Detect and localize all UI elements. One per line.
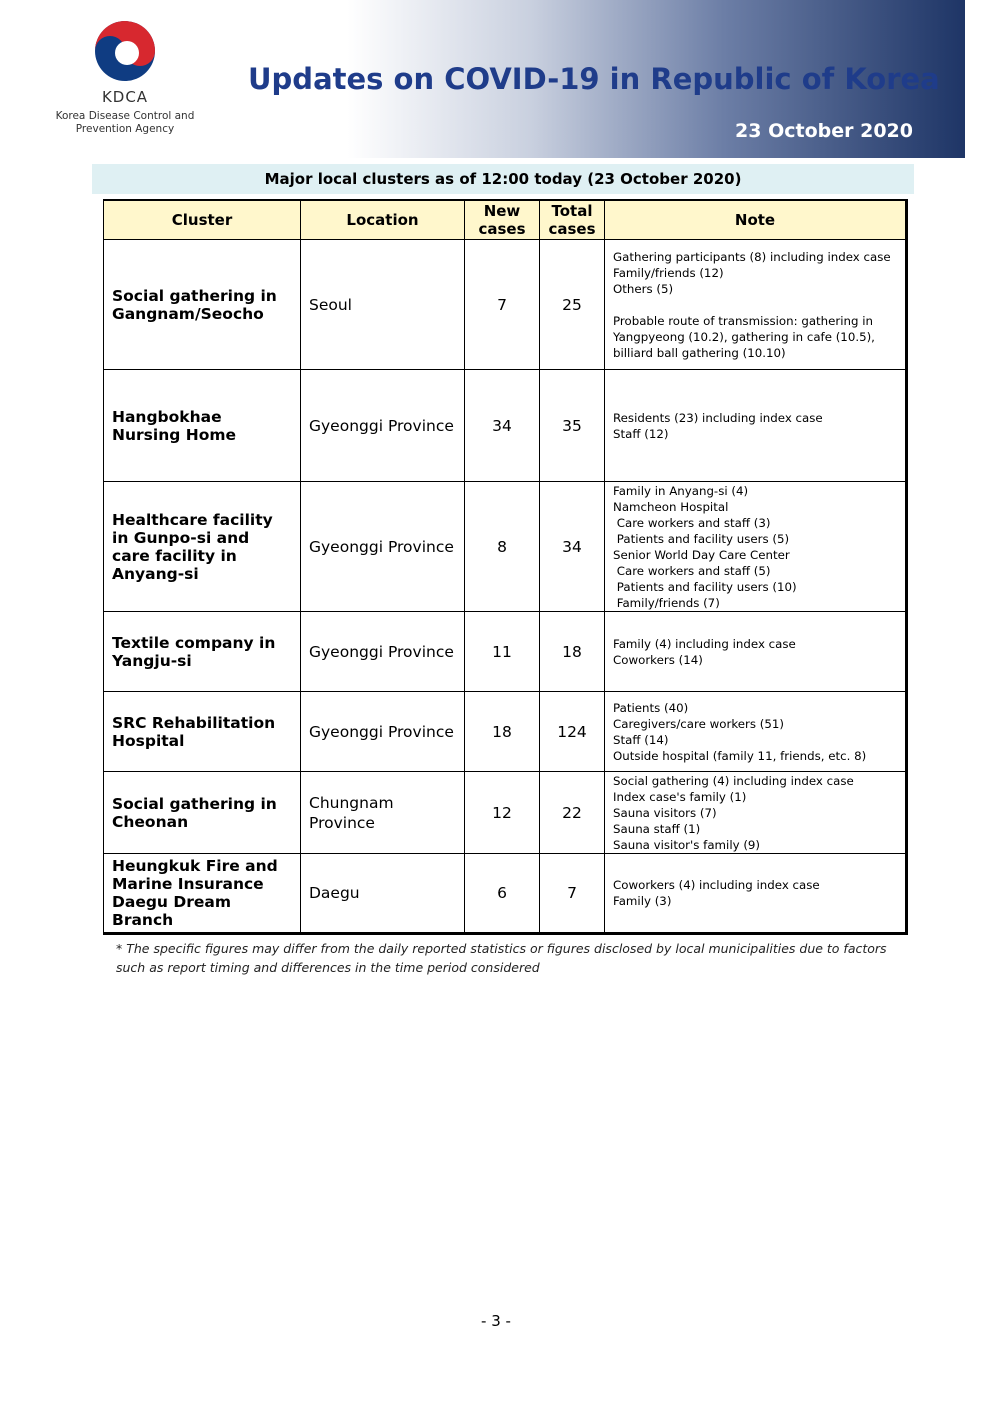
note-line: Care workers and staff (3): [613, 515, 771, 530]
page-header: [0, 0, 965, 158]
location-cell: Seoul: [301, 240, 465, 370]
cluster-name-cell: SRC Rehabilitation Hospital: [104, 692, 301, 772]
note-cell: [605, 854, 907, 934]
clusters-table: [103, 199, 908, 935]
note-cell: [605, 240, 907, 370]
note-line: Sauna visitors (7): [613, 805, 717, 820]
new-cases-cell: 34: [465, 370, 540, 482]
cluster-name-cell: Hangbokhae Nursing Home: [104, 370, 301, 482]
cluster-name-cell: Textile company in Yangju-si: [104, 612, 301, 692]
org-abbreviation: KDCA: [101, 88, 149, 106]
note-line: Staff (14): [613, 732, 669, 747]
note-line: Family in Anyang-si (4): [613, 483, 749, 498]
total-cases-cell: 22: [540, 772, 605, 854]
header-new-cases: New cases: [465, 200, 540, 240]
cluster-name-cell: Healthcare facility in Gunpo-si and care facility in Anyang-si: [104, 482, 301, 612]
total-cases-cell: 124: [540, 692, 605, 772]
note-line: Coworkers (14): [613, 652, 703, 667]
note-line: Senior World Day Care Center: [613, 547, 790, 562]
note-line: Namcheon Hospital: [613, 499, 729, 514]
new-cases-cell: 12: [465, 772, 540, 854]
note-cell: [605, 612, 907, 692]
kdca-emblem-icon: [94, 20, 156, 82]
note-line: Social gathering (4) including index case: [613, 773, 854, 788]
location-cell: Gyeonggi Province: [301, 692, 465, 772]
note-line: Patients and facility users (10): [613, 579, 797, 594]
note-line: Others (5): [613, 281, 674, 296]
new-cases-cell: 18: [465, 692, 540, 772]
cluster-name-cell: Heungkuk Fire and Marine Insurance Daegu Dream Branch: [104, 854, 301, 934]
kdca-logo: [55, 20, 195, 136]
table-row: [104, 612, 907, 692]
footnote: * The specific figures may differ from the daily reported statistics or figures disclosed by local municipalities due to factors such as report timing and differences in the time period considered: [116, 941, 887, 975]
location-cell: Gyeonggi Province: [301, 370, 465, 482]
table-row: [104, 370, 907, 482]
header-note: Note: [605, 200, 907, 240]
note-cell: [605, 692, 907, 772]
note-line: Family (4) including index case: [613, 636, 796, 651]
note-line: Gathering participants (8) including index case: [613, 249, 891, 264]
note-line: Probable route of transmission: gathering in Yangpyeong (10.2), gathering in cafe (10.5), billiard ball gathering (10.10): [613, 313, 879, 360]
new-cases-cell: 6: [465, 854, 540, 934]
note-line: [613, 297, 899, 313]
page-number: - 3 -: [481, 1312, 511, 1330]
table-caption: Major local clusters as of 12:00 today (23 October 2020): [92, 164, 914, 194]
total-cases-cell: 18: [540, 612, 605, 692]
note-line: Patients (40): [613, 700, 689, 715]
new-cases-cell: 8: [465, 482, 540, 612]
note-cell: [605, 370, 907, 482]
note-line: Care workers and staff (5): [613, 563, 771, 578]
org-name: Korea Disease Control and Prevention Agency: [55, 110, 195, 135]
table-row: [104, 772, 907, 854]
note-line: Caregivers/care workers (51): [613, 716, 784, 731]
location-cell: Chungnam Province: [301, 772, 465, 854]
total-cases-cell: 7: [540, 854, 605, 934]
header-total-cases: Total cases: [540, 200, 605, 240]
note-line: Family/friends (7): [613, 595, 720, 610]
table-row: [104, 482, 907, 612]
cluster-name-cell: Social gathering in Gangnam/Seocho: [104, 240, 301, 370]
note-line: Family/friends (12): [613, 265, 724, 280]
note-line: Index case's family (1): [613, 789, 747, 804]
location-cell: Gyeonggi Province: [301, 612, 465, 692]
new-cases-cell: 11: [465, 612, 540, 692]
note-cell: [605, 772, 907, 854]
note-line: Sauna staff (1): [613, 821, 701, 836]
table-row: [104, 240, 907, 370]
header-location: Location: [301, 200, 465, 240]
report-date: 23 October 2020: [735, 120, 913, 142]
note-line: Family (3): [613, 894, 672, 908]
total-cases-cell: 35: [540, 370, 605, 482]
note-line: Coworkers (4) including index case: [613, 878, 820, 892]
location-cell: Daegu: [301, 854, 465, 934]
page-title: Updates on COVID-19 in Republic of Korea: [248, 62, 940, 96]
table-row: [104, 854, 907, 934]
new-cases-cell: 7: [465, 240, 540, 370]
note-cell: [605, 482, 907, 612]
table-header-row: [104, 200, 907, 240]
note-line: Patients and facility users (5): [613, 531, 790, 546]
note-line: Staff (12): [613, 426, 669, 441]
total-cases-cell: 34: [540, 482, 605, 612]
total-cases-cell: 25: [540, 240, 605, 370]
cluster-name-cell: Social gathering in Cheonan: [104, 772, 301, 854]
table-row: [104, 692, 907, 772]
note-line: Residents (23) including index case: [613, 410, 823, 425]
location-cell: Gyeonggi Province: [301, 482, 465, 612]
note-line: Sauna visitor's family (9): [613, 837, 761, 852]
note-line: Outside hospital (family 11, friends, etc. 8): [613, 748, 867, 763]
header-cluster: Cluster: [104, 200, 301, 240]
